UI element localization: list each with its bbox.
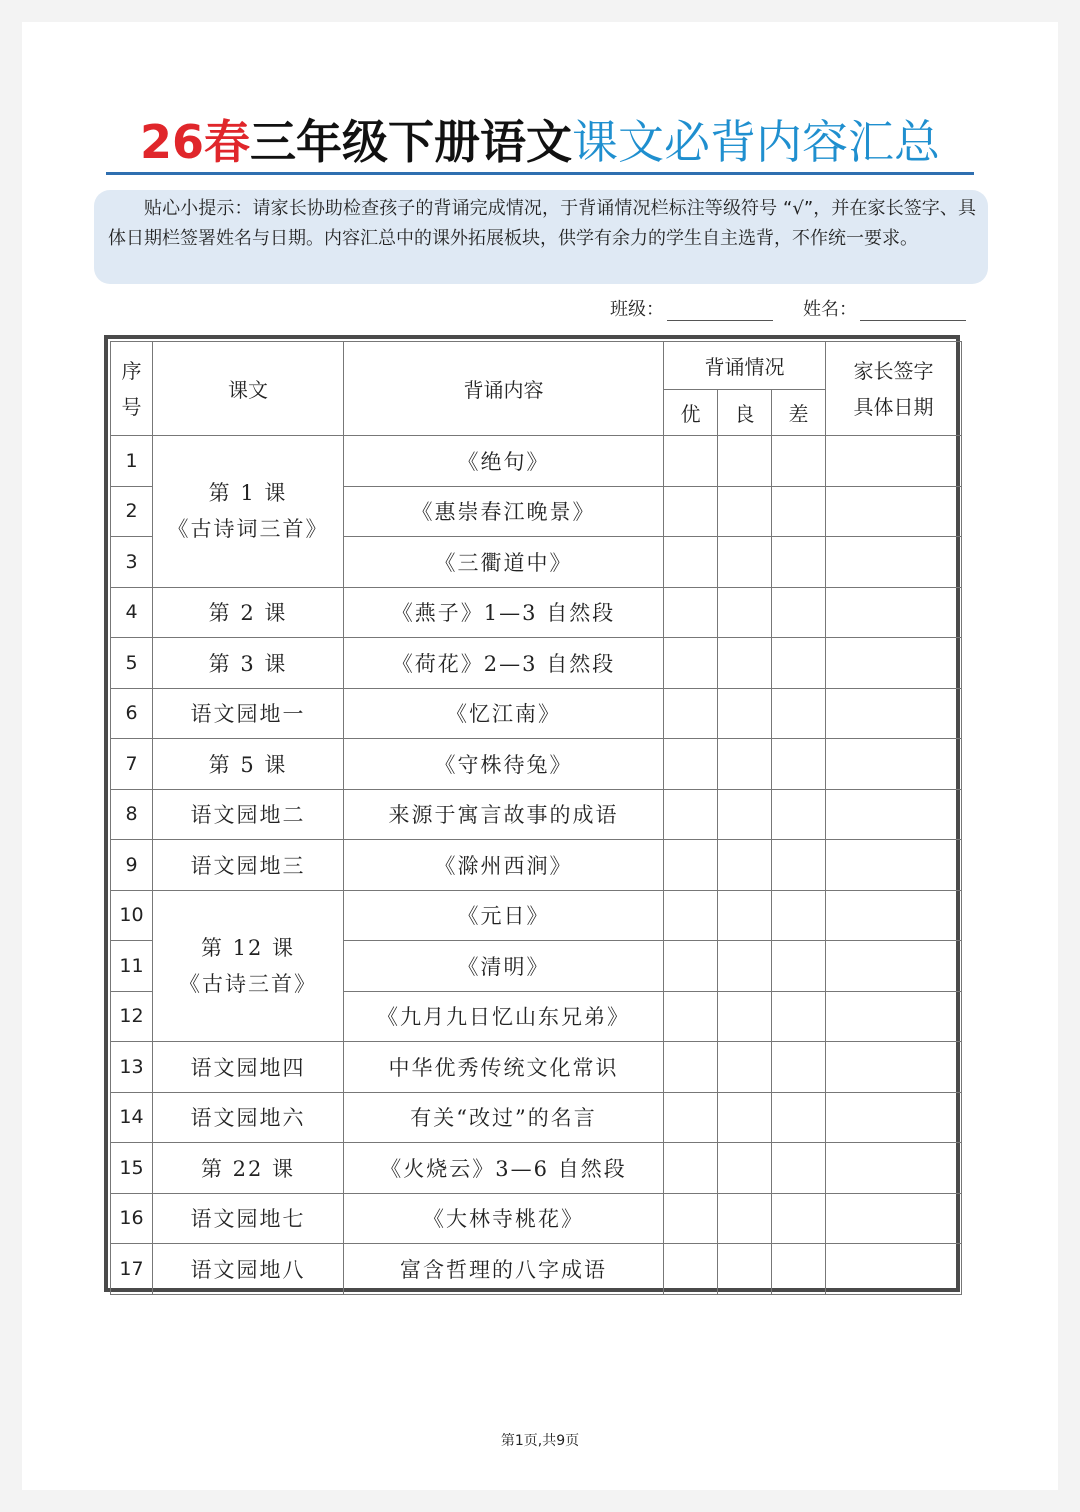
class-blank[interactable] (667, 320, 773, 321)
sign-date-cell[interactable] (826, 436, 962, 487)
lesson-cell: 语文园地一 (153, 688, 344, 739)
grade-good-cell[interactable] (718, 638, 772, 689)
row-number: 8 (111, 789, 153, 840)
title-year: 26春 (139, 115, 250, 169)
grade-poor-cell[interactable] (772, 739, 826, 790)
table-row (111, 739, 962, 790)
grade-poor-cell[interactable] (772, 486, 826, 537)
grade-poor-cell[interactable] (772, 840, 826, 891)
grade-poor-cell[interactable] (772, 991, 826, 1042)
header-sign: 家长签字 具体日期 (826, 342, 962, 436)
content-cell: 中华优秀传统文化常识 (344, 1042, 664, 1093)
header-grade-poor: 差 (772, 390, 826, 436)
grade-good-cell[interactable] (718, 991, 772, 1042)
header-lesson: 课文 (153, 342, 344, 436)
tip-text: 贴心小提示：请家长协助检查孩子的背诵完成情况，于背诵情况栏标注等级符号 “√”，并在家长签字、具体日期栏签署姓名与日期。内容汇总中的课外拓展板块，供学有余力的学生自主选背，不作统一要求。 (108, 198, 976, 249)
grade-poor-cell[interactable] (772, 890, 826, 941)
page-footer: 第1页,共9页 (500, 1433, 580, 1449)
header-recite: 背诵情况 (664, 342, 826, 390)
sign-date-cell[interactable] (826, 1193, 962, 1244)
sign-date-cell[interactable] (826, 840, 962, 891)
content-cell: 《元日》 (344, 890, 664, 941)
grade-good-cell[interactable] (718, 941, 772, 992)
grade-excellent-cell[interactable] (664, 436, 718, 487)
lesson-cell: 第 22 课 (153, 1143, 344, 1194)
grade-excellent-cell[interactable] (664, 1042, 718, 1093)
content-cell: 《三衢道中》 (344, 537, 664, 588)
grade-poor-cell[interactable] (772, 537, 826, 588)
grade-good-cell[interactable] (718, 587, 772, 638)
grade-excellent-cell[interactable] (664, 739, 718, 790)
grade-poor-cell[interactable] (772, 638, 826, 689)
recitation-table (110, 341, 962, 1295)
grade-excellent-cell[interactable] (664, 587, 718, 638)
title-grade: 三年级下册语文 (250, 115, 572, 169)
content-cell: 《忆江南》 (344, 688, 664, 739)
grade-excellent-cell[interactable] (664, 890, 718, 941)
lesson-cell: 第 5 课 (153, 739, 344, 790)
content-cell: 《九月九日忆山东兄弟》 (344, 991, 664, 1042)
content-cell: 《荷花》2—3 自然段 (344, 638, 664, 689)
grade-good-cell[interactable] (718, 537, 772, 588)
table-row (111, 1092, 962, 1143)
sign-date-cell[interactable] (826, 486, 962, 537)
sign-date-cell[interactable] (826, 739, 962, 790)
table-row (111, 688, 962, 739)
content-cell: 《火烧云》3—6 自然段 (344, 1143, 664, 1194)
grade-poor-cell[interactable] (772, 1042, 826, 1093)
header-grade-good: 良 (718, 390, 772, 436)
grade-excellent-cell[interactable] (664, 1092, 718, 1143)
row-number: 13 (111, 1042, 153, 1093)
lesson-cell: 第 3 课 (153, 638, 344, 689)
table-row (111, 789, 962, 840)
grade-good-cell[interactable] (718, 789, 772, 840)
row-number: 16 (111, 1193, 153, 1244)
header-grade-excellent: 优 (664, 390, 718, 436)
content-cell: 《清明》 (344, 941, 664, 992)
row-number: 7 (111, 739, 153, 790)
sign-date-cell[interactable] (826, 991, 962, 1042)
name-label: 姓名： (803, 299, 857, 320)
content-cell: 来源于寓言故事的成语 (344, 789, 664, 840)
table-row (111, 1193, 962, 1244)
content-cell: 《滁州西涧》 (344, 840, 664, 891)
row-number: 12 (111, 991, 153, 1042)
sign-date-cell[interactable] (826, 1244, 962, 1295)
lesson-cell: 第 2 课 (153, 587, 344, 638)
grade-good-cell[interactable] (718, 840, 772, 891)
grade-poor-cell[interactable] (772, 436, 826, 487)
lesson-cell: 语文园地四 (153, 1042, 344, 1093)
row-number: 10 (111, 890, 153, 941)
lesson-cell-group: 第 1 课 《古诗词三首》 (153, 436, 344, 588)
name-blank[interactable] (860, 320, 966, 321)
grade-poor-cell[interactable] (772, 1244, 826, 1295)
sign-date-cell[interactable] (826, 1143, 962, 1194)
sign-date-cell[interactable] (826, 941, 962, 992)
row-number: 14 (111, 1092, 153, 1143)
grade-excellent-cell[interactable] (664, 1244, 718, 1295)
lesson-cell-group: 第 12 课 《古诗三首》 (153, 890, 344, 1042)
grade-poor-cell[interactable] (772, 688, 826, 739)
grade-poor-cell[interactable] (772, 789, 826, 840)
sign-date-cell[interactable] (826, 537, 962, 588)
grade-excellent-cell[interactable] (664, 1193, 718, 1244)
grade-excellent-cell[interactable] (664, 638, 718, 689)
grade-good-cell[interactable] (718, 1042, 772, 1093)
sign-date-cell[interactable] (826, 789, 962, 840)
grade-good-cell[interactable] (718, 739, 772, 790)
sign-date-cell[interactable] (826, 1092, 962, 1143)
header-content: 背诵内容 (344, 342, 664, 436)
sign-date-cell[interactable] (826, 890, 962, 941)
header-index: 序 号 (111, 342, 153, 436)
table-row (111, 840, 962, 891)
grade-poor-cell[interactable] (772, 1092, 826, 1143)
grade-good-cell[interactable] (718, 1244, 772, 1295)
row-number: 17 (111, 1244, 153, 1295)
row-number: 11 (111, 941, 153, 992)
grade-good-cell[interactable] (718, 486, 772, 537)
content-cell: 《大林寺桃花》 (344, 1193, 664, 1244)
lesson-cell: 语文园地八 (153, 1244, 344, 1295)
grade-poor-cell[interactable] (772, 1193, 826, 1244)
grade-excellent-cell[interactable] (664, 991, 718, 1042)
content-cell: 《燕子》1—3 自然段 (344, 587, 664, 638)
grade-excellent-cell[interactable] (664, 486, 718, 537)
row-number: 2 (111, 486, 153, 537)
grade-excellent-cell[interactable] (664, 688, 718, 739)
table-row (111, 436, 962, 487)
table-row (111, 1143, 962, 1194)
grade-excellent-cell[interactable] (664, 789, 718, 840)
lesson-cell: 语文园地六 (153, 1092, 344, 1143)
sign-date-cell[interactable] (826, 688, 962, 739)
row-number: 6 (111, 688, 153, 739)
grade-excellent-cell[interactable] (664, 840, 718, 891)
row-number: 4 (111, 587, 153, 638)
content-cell: 《守株待兔》 (344, 739, 664, 790)
table-row (111, 587, 962, 638)
table-header-row (111, 342, 962, 390)
lesson-cell: 语文园地七 (153, 1193, 344, 1244)
grade-good-cell[interactable] (718, 890, 772, 941)
grade-good-cell[interactable] (718, 1092, 772, 1143)
grade-excellent-cell[interactable] (664, 537, 718, 588)
content-cell: 富含哲理的八字成语 (344, 1244, 664, 1295)
row-number: 9 (111, 840, 153, 891)
grade-good-cell[interactable] (718, 688, 772, 739)
table-row (111, 1042, 962, 1093)
sign-date-cell[interactable] (826, 1042, 962, 1093)
row-number: 15 (111, 1143, 153, 1194)
grade-good-cell[interactable] (718, 1193, 772, 1244)
lesson-cell: 语文园地三 (153, 840, 344, 891)
sign-date-cell[interactable] (826, 587, 962, 638)
lesson-cell: 语文园地二 (153, 789, 344, 840)
table-row (111, 638, 962, 689)
grade-good-cell[interactable] (718, 436, 772, 487)
row-number: 1 (111, 436, 153, 487)
title-underline (106, 172, 974, 175)
content-cell: 《惠崇春江晚景》 (344, 486, 664, 537)
grade-poor-cell[interactable] (772, 1143, 826, 1194)
content-cell: 有关“改过”的名言 (344, 1092, 664, 1143)
grade-poor-cell[interactable] (772, 941, 826, 992)
row-number: 5 (111, 638, 153, 689)
title-topic: 课文必背内容汇总 (572, 115, 940, 169)
table-row (111, 1244, 962, 1295)
table-row (111, 890, 962, 941)
row-number: 3 (111, 537, 153, 588)
class-label: 班级： (610, 299, 664, 320)
grade-excellent-cell[interactable] (664, 1143, 718, 1194)
page-title (0, 112, 1080, 172)
sign-date-cell[interactable] (826, 638, 962, 689)
content-cell: 《绝句》 (344, 436, 664, 487)
grade-excellent-cell[interactable] (664, 941, 718, 992)
grade-good-cell[interactable] (718, 1143, 772, 1194)
grade-poor-cell[interactable] (772, 587, 826, 638)
